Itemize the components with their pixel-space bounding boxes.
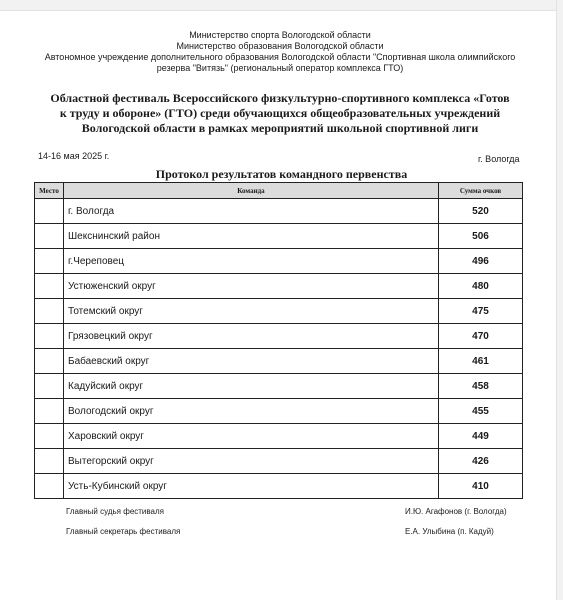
team-cell: Вытегорский округ bbox=[64, 449, 439, 474]
protocol-title: Протокол результатов командного первенства bbox=[155, 167, 408, 181]
table-row bbox=[35, 274, 523, 299]
place-cell bbox=[35, 324, 64, 349]
score-cell: 455 bbox=[439, 399, 523, 424]
column-header-place: Место bbox=[35, 183, 64, 199]
score-cell: 458 bbox=[439, 374, 523, 399]
table-row bbox=[35, 199, 523, 224]
table-row bbox=[35, 224, 523, 249]
table-row bbox=[35, 424, 523, 449]
table-row bbox=[35, 474, 523, 499]
table-row bbox=[35, 299, 523, 324]
place-cell bbox=[35, 249, 64, 274]
column-header-score: Сумма очков bbox=[439, 183, 523, 199]
table-row bbox=[35, 349, 523, 374]
title-line: Вологодской области в рамках мероприятий школьной спортивной лиги bbox=[81, 121, 479, 135]
viewer-right-edge bbox=[556, 0, 563, 600]
team-cell: Харовский округ bbox=[64, 424, 439, 449]
team-cell: г.Череповец bbox=[64, 249, 439, 274]
table-row bbox=[35, 249, 523, 274]
score-cell: 461 bbox=[439, 349, 523, 374]
place-cell bbox=[35, 349, 64, 374]
score-cell: 480 bbox=[439, 274, 523, 299]
judge-name: И.Ю. Агафонов (г. Вологда) bbox=[405, 507, 507, 516]
score-cell: 475 bbox=[439, 299, 523, 324]
place-cell bbox=[35, 474, 64, 499]
viewer-top-edge bbox=[0, 0, 563, 11]
header-line: Министерство образования Вологодской области bbox=[176, 41, 384, 51]
title-line: Областной фестиваль Всероссийского физкультурно-спортивного комплекса «Готов bbox=[50, 91, 510, 105]
secretary-role: Главный секретарь фестиваля bbox=[66, 527, 181, 536]
results-body bbox=[35, 199, 523, 499]
event-date: 14-16 мая 2025 г. bbox=[38, 151, 110, 161]
score-cell: 410 bbox=[439, 474, 523, 499]
header-line: Министерство спорта Вологодской области bbox=[189, 30, 371, 40]
score-cell: 449 bbox=[439, 424, 523, 449]
team-cell: Бабаевский округ bbox=[64, 349, 439, 374]
table-row bbox=[35, 399, 523, 424]
team-cell: Шекснинский район bbox=[64, 224, 439, 249]
judge-role: Главный судья фестиваля bbox=[66, 507, 165, 516]
place-cell bbox=[35, 374, 64, 399]
column-header-team: Команда bbox=[64, 183, 439, 199]
score-cell: 470 bbox=[439, 324, 523, 349]
team-cell: Вологодский округ bbox=[64, 399, 439, 424]
secretary-name: Е.А. Улыбина (п. Кадуй) bbox=[405, 527, 494, 536]
place-cell bbox=[35, 399, 64, 424]
title-line: к труду и обороне» (ГТО) среди обучающихся общеобразовательных учреждений bbox=[59, 106, 501, 120]
score-cell: 496 bbox=[439, 249, 523, 274]
score-cell: 426 bbox=[439, 449, 523, 474]
header-line: Автономное учреждение дополнительного образования Вологодской области "Спортивная школа олимпийского bbox=[44, 52, 516, 62]
score-cell: 506 bbox=[439, 224, 523, 249]
team-cell: Грязовецкий округ bbox=[64, 324, 439, 349]
table-row bbox=[35, 324, 523, 349]
table-row bbox=[35, 449, 523, 474]
place-cell bbox=[35, 199, 64, 224]
document-title bbox=[30, 91, 530, 136]
place-cell bbox=[35, 274, 64, 299]
team-cell: Усть-Кубинский округ bbox=[64, 474, 439, 499]
table-header-row bbox=[35, 183, 523, 199]
score-cell: 520 bbox=[439, 199, 523, 224]
team-cell: Кадуйский округ bbox=[64, 374, 439, 399]
place-cell bbox=[35, 449, 64, 474]
team-cell: Устюженский округ bbox=[64, 274, 439, 299]
team-cell: г. Вологда bbox=[64, 199, 439, 224]
header-line: резерва "Витязь" (региональный оператор комплекса ГТО) bbox=[156, 63, 404, 73]
results-table bbox=[34, 182, 523, 499]
place-cell bbox=[35, 424, 64, 449]
place-cell bbox=[35, 299, 64, 324]
table-row bbox=[35, 374, 523, 399]
event-city: г. Вологда bbox=[478, 154, 520, 164]
place-cell bbox=[35, 224, 64, 249]
document-header bbox=[20, 30, 540, 74]
team-cell: Тотемский округ bbox=[64, 299, 439, 324]
